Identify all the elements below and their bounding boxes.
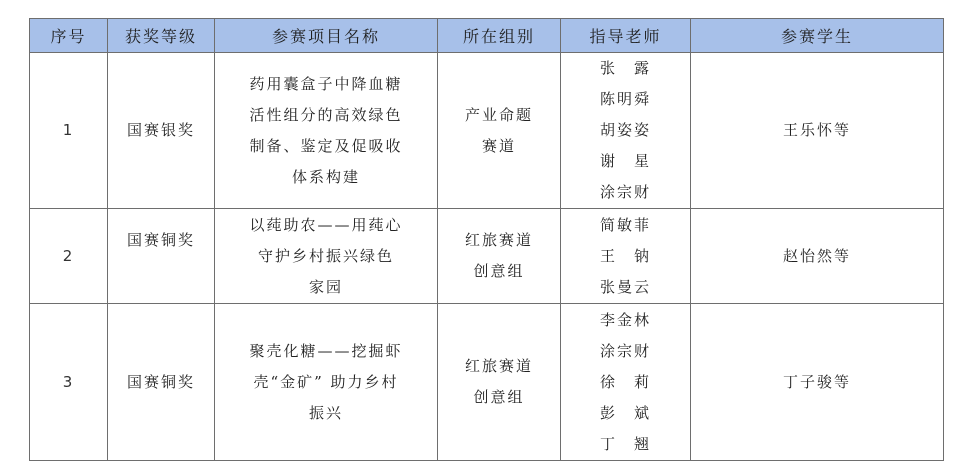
row-number: 3 [30,304,108,461]
group-line: 创意组 [473,388,525,406]
students: 丁子骏等 [691,304,944,461]
advisor: 张 露 [599,59,651,77]
advisor: 涂宗财 [599,183,651,201]
project-name [215,209,438,304]
header-advisors: 指导老师 [561,19,691,53]
group-line: 创意组 [473,262,525,280]
students: 王乐怀等 [691,53,944,209]
table-row [30,209,944,304]
header-group: 所在组别 [438,19,561,53]
award-level: 国赛铜奖 [108,209,215,304]
advisors [561,53,691,209]
group-line: 赛道 [481,136,516,155]
header-row [30,19,944,53]
project-line: 活性组分的高效绿色 [249,105,403,124]
award-level: 国赛银奖 [108,53,215,209]
advisor: 张曼云 [599,277,651,296]
advisor: 王 钠 [599,246,651,265]
table-row [30,53,944,209]
advisor: 丁 翘 [599,434,651,453]
row-number: 2 [30,209,108,304]
group-line: 红旅赛道 [464,357,533,375]
project-name [215,53,438,209]
project-line: 壳“金矿” 助力乡村 [253,372,399,391]
group [438,209,561,304]
advisor: 涂宗财 [599,341,651,360]
group-line: 产业命题 [464,105,533,124]
project-line: 振兴 [308,403,343,422]
group-line: 红旅赛道 [464,231,533,249]
project-line: 体系构建 [291,167,360,186]
project-line: 聚壳化糖——挖掘虾 [249,341,403,360]
project-line: 药用囊盒子中降血糖 [249,74,403,93]
project-name [215,304,438,461]
header-number: 序号 [30,19,108,53]
project-line: 以莼助农——用莼心 [249,215,403,234]
project-line: 家园 [308,277,343,296]
advisor: 李金林 [599,310,651,329]
advisors [561,304,691,461]
awards-table [29,18,944,461]
project-line: 守护乡村振兴绿色 [257,246,394,265]
advisor: 胡姿姿 [599,121,651,139]
project-line: 制备、鉴定及促吸收 [249,136,403,155]
advisor: 简敏菲 [599,215,651,234]
row-number: 1 [30,53,108,209]
table-row [30,304,944,461]
advisor: 徐 莉 [599,372,651,391]
header-project-name: 参赛项目名称 [215,19,438,53]
award-level: 国赛铜奖 [108,304,215,461]
advisors [561,209,691,304]
group [438,53,561,209]
advisor: 谢 星 [599,152,651,170]
group [438,304,561,461]
header-students: 参赛学生 [691,19,944,53]
advisor: 陈明舜 [599,90,651,108]
students: 赵怡然等 [691,209,944,304]
header-award-level: 获奖等级 [108,19,215,53]
advisor: 彭 斌 [599,403,651,422]
